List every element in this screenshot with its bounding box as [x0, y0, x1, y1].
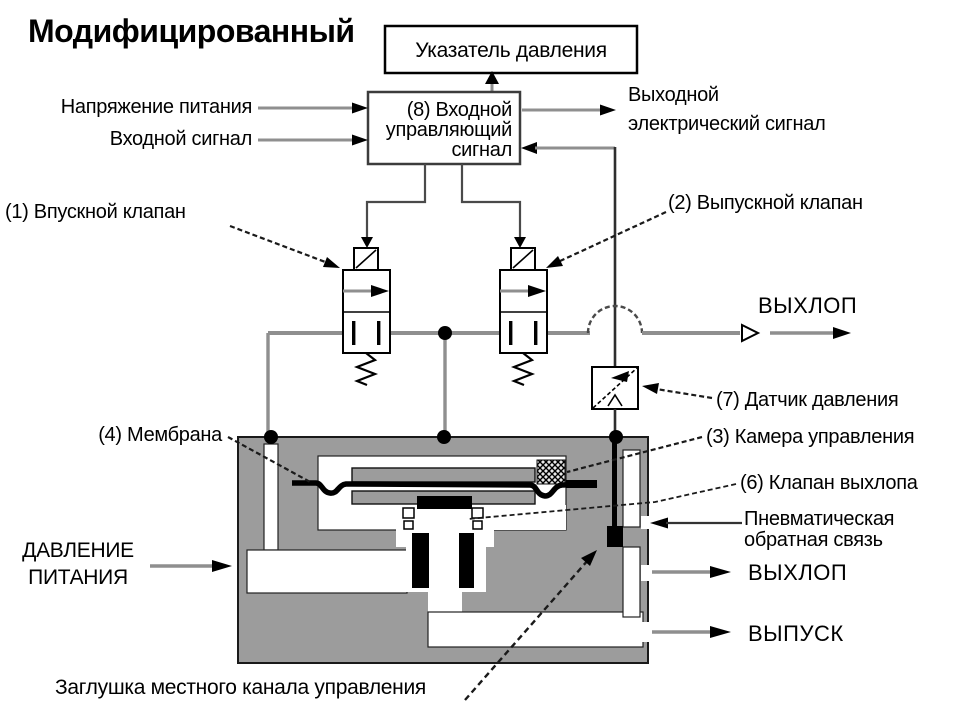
closed-port-bar	[509, 321, 512, 345]
electric-output	[522, 84, 826, 135]
exhaust-port	[641, 565, 651, 581]
supply-voltage-input	[61, 96, 368, 118]
input-signal-label: Входной сигнал	[109, 128, 252, 150]
right-arrowhead-icon	[352, 135, 368, 146]
inlet-valve-symbol	[343, 248, 390, 385]
exhaust-mid-callout	[652, 560, 847, 585]
control-chamber-hatch	[537, 460, 565, 484]
pressure-indicator-label: Указатель давления	[415, 39, 607, 62]
outlet-label: ВЫПУСК	[748, 621, 844, 646]
outlet-port	[641, 622, 651, 642]
supply-pressure-label-2: ПИТАНИЯ	[28, 566, 128, 589]
valve-seat	[472, 508, 483, 518]
exhaust-valve-label: (2) Выпускной клапан	[668, 192, 863, 214]
down-arrowhead-icon	[514, 237, 526, 248]
supply-pressure-label-1: ДАВЛЕНИЕ	[22, 539, 134, 562]
input-signal-input	[110, 128, 368, 150]
exhaust-top-label: ВЫХЛОП	[758, 293, 858, 318]
junction-dot	[609, 430, 623, 444]
page-title: Модифицированный	[28, 13, 355, 49]
inlet-valve-label: (1) Впускной клапан	[5, 201, 186, 223]
exhaust-mid-label: ВЫХЛОП	[748, 560, 848, 585]
right-arrowhead-icon	[600, 105, 616, 116]
right-arrowhead-icon	[212, 560, 232, 572]
feedback-port	[641, 516, 651, 529]
leader-arrowhead-icon	[323, 257, 340, 268]
pressure-sensor-callout	[642, 383, 898, 411]
closed-port-bar	[377, 321, 380, 345]
membrane-anchor	[566, 480, 597, 488]
outlet-callout	[652, 621, 844, 646]
membrane-label: (4) Мембрана	[98, 424, 222, 446]
exhaust-valve-symbol	[500, 248, 547, 385]
control-signal-box	[368, 92, 520, 164]
right-arrowhead-icon	[710, 566, 731, 578]
junction-dot	[437, 430, 451, 444]
left-arrowhead-icon	[650, 518, 668, 529]
valve-stem	[412, 533, 429, 588]
junction-dot	[438, 326, 452, 340]
local-plug-label: Заглушка местного канала управления	[55, 676, 426, 699]
actuator-body	[238, 430, 651, 663]
feedback-channel	[612, 437, 617, 527]
leader-arrowhead-icon	[642, 383, 659, 394]
bottom-channel	[428, 612, 643, 647]
supply-voltage-label: Напряжение питания	[60, 96, 252, 118]
valve-disc	[417, 496, 472, 509]
right-arrowhead-icon	[833, 327, 851, 339]
pressure-sensor-symbol	[592, 367, 638, 434]
spring-icon	[357, 353, 375, 385]
junction-dot	[264, 430, 278, 444]
spring-icon	[514, 353, 532, 385]
closed-port-bar	[534, 321, 537, 345]
lower-left-chamber	[247, 550, 407, 593]
pressure-indicator-box	[385, 26, 637, 73]
right-arrowhead-icon	[352, 103, 368, 114]
inlet-valve-callout	[5, 201, 340, 268]
electric-output-label-1: Выходной	[628, 84, 719, 106]
valve-control-connectors	[361, 164, 526, 248]
control-chamber-label: (3) Камера управления	[706, 426, 915, 448]
closed-port-bar	[352, 321, 355, 345]
pneumatic-feedback-callout	[650, 508, 894, 551]
central-shaft	[428, 507, 462, 615]
right-arrowhead-icon	[710, 626, 731, 638]
left-arrowhead-icon	[521, 142, 537, 154]
pneumatic-feedback-label-1: Пневматическая	[744, 508, 895, 530]
control-box-line3: сигнал	[451, 139, 512, 161]
pressure-sensor-label: (7) Датчик давления	[716, 389, 899, 411]
right-lower-channel	[623, 547, 640, 617]
exhaust-triangle-icon	[742, 325, 758, 341]
upper-plate	[352, 468, 535, 482]
control-box-line2: управляющий	[385, 119, 512, 141]
exhaust-valve-inner-label: (6) Клапан выхлопа	[740, 472, 918, 494]
leader-arrowhead-icon	[546, 256, 563, 268]
mid-cavity	[484, 505, 566, 530]
pneumatic-feedback-label-2: обратная связь	[744, 529, 883, 551]
valve-seat	[403, 508, 414, 518]
electric-output-label-2: электрический сигнал	[628, 113, 826, 135]
down-arrowhead-icon	[361, 237, 373, 248]
right-upper-channel	[623, 450, 640, 527]
control-box-line1: (8) Входной	[406, 99, 512, 121]
valve-seat	[473, 521, 482, 529]
supply-pressure-callout	[22, 539, 232, 589]
local-channel-plug-block	[607, 526, 623, 547]
exhaust-valve-callout	[546, 192, 863, 268]
valve-stem	[459, 533, 474, 588]
valve-seat	[404, 521, 413, 529]
